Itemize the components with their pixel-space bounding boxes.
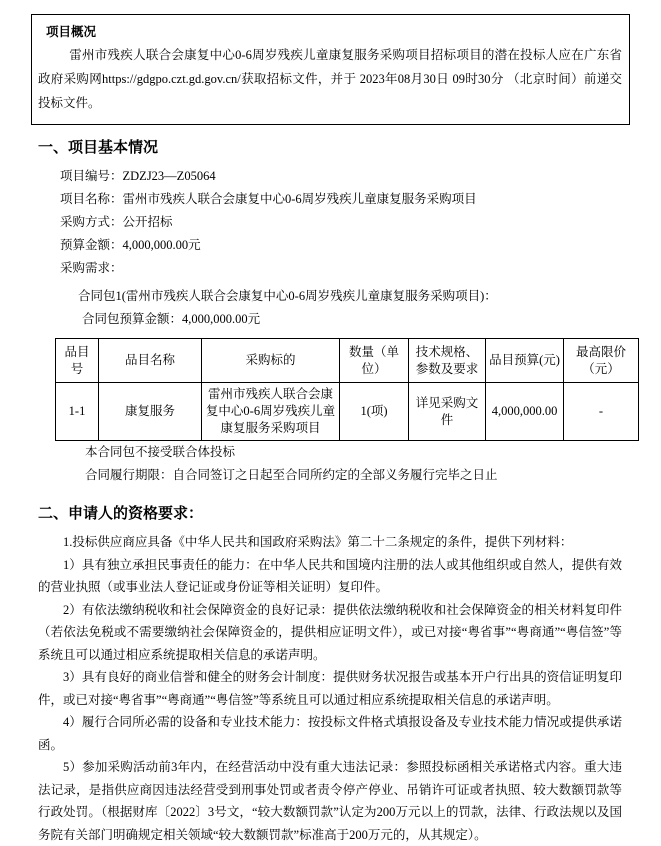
contract-package-budget-line xyxy=(38,308,622,331)
field-label: 采购需求： xyxy=(60,261,123,275)
cell-procurement-subject: 雷州市残疾人联合会康复中心0-6周岁残疾儿童康复服务采购项目 xyxy=(202,383,340,441)
note-no-consortium: 本合同包不接受联合体投标 xyxy=(85,445,236,459)
header-quantity-unit: 数量（单位） xyxy=(340,339,409,383)
field-value: ZDZJ23—Z05064 xyxy=(122,169,216,183)
overview-body: 雷州市残疾人联合会康复中心0-6周岁残疾儿童康复服务采购项目招标项目的潜在投标人应在广东省政府采购网https://gdgpo.czt.gd.gov.cn/获取招标文件，并于 2023年08月30日 09时30分 （北京时间）前递交投标文件。 xyxy=(38,48,622,110)
note-contract-period: 合同履行期限：自合同签订之日起至合同所约定的全部义务履行完毕之日止 xyxy=(85,468,498,482)
field-label: 项目名称： xyxy=(60,192,123,206)
items-table xyxy=(55,338,639,441)
field-project-name xyxy=(38,188,622,211)
header-item-budget: 品目预算(元) xyxy=(486,339,564,383)
table-row xyxy=(56,383,639,441)
field-label: 采购方式： xyxy=(60,215,123,229)
qualification-intro: 1.投标供应商应具备《中华人民共和国政府采购法》第二十二条规定的条件，提供下列材料： xyxy=(63,535,573,549)
section-1-heading: 一、项目基本情况 xyxy=(38,140,159,156)
cell-quantity-unit: 1(项) xyxy=(340,383,409,441)
header-procurement-subject: 采购标的 xyxy=(202,339,340,383)
project-overview-box xyxy=(31,14,630,125)
field-label: 预算金额： xyxy=(60,238,123,252)
contract-package-line: 合同包1(雷州市残疾人联合会康复中心0-6周岁残疾儿童康复服务采购项目)： xyxy=(78,289,497,303)
field-value: 雷州市残疾人联合会康复中心0-6周岁残疾儿童康复服务采购项目 xyxy=(122,192,477,206)
qualification-item-2: 2）有依法缴纳税收和社会保障资金的良好记录：提供依法缴纳税收和社会保障资金的相关材料复印件（若依法免税或不需要缴纳社会保障资金的，提供相应证明文件），或已对接“粤省事”“粤商通”“粤信签”等系统且可以通过相应系统提取相关信息的承诺声明。 xyxy=(38,602,622,662)
field-budget-amount xyxy=(38,234,622,257)
cell-item-budget: 4,000,000.00 xyxy=(486,383,564,441)
header-tech-specs: 技术规格、参数及要求 xyxy=(409,339,486,383)
header-item-name: 品目名称 xyxy=(99,339,202,383)
field-label: 项目编号： xyxy=(60,169,123,183)
field-procurement-method xyxy=(38,211,622,234)
qualification-item-3: 3）具有良好的商业信誉和健全的财务会计制度：提供财务状况报告或基本开户行出具的资信证明复印件，或已对接“粤省事”“粤商通”“粤信签”等系统且可以通过相应系统提取相关信息的承诺声明。 xyxy=(38,670,622,707)
field-value: 公开招标 xyxy=(122,215,173,229)
document-content xyxy=(38,136,626,846)
field-value: 4,000,000.00元 xyxy=(122,238,201,252)
contract-budget-value: 4,000,000.00元 xyxy=(182,312,261,326)
cell-price-cap: - xyxy=(564,383,639,441)
header-price-cap: 最高限价（元） xyxy=(564,339,639,383)
header-item-no: 品目号 xyxy=(56,339,99,383)
cell-item-name: 康复服务 xyxy=(99,383,202,441)
qualification-item-4: 4）履行合同所必需的设备和专业技术能力：按投标文件格式填报设备及专业技术能力情况或提供承诺函。 xyxy=(38,715,622,752)
section-2-heading: 二、申请人的资格要求： xyxy=(38,506,204,522)
cell-item-no: 1-1 xyxy=(56,383,99,441)
cell-tech-specs: 详见采购文件 xyxy=(409,383,486,441)
contract-budget-label: 合同包预算金额： xyxy=(82,312,183,326)
overview-title: 项目概况 xyxy=(46,25,97,39)
field-procurement-demand xyxy=(38,257,622,280)
qualification-item-1: 1）具有独立承担民事责任的能力：在中华人民共和国境内注册的法人或其他组织或自然人，提供有效的营业执照（或事业法人登记证或身份证等相关证明）复印件。 xyxy=(38,557,622,594)
table-header-row xyxy=(56,339,639,383)
field-project-number xyxy=(38,165,622,188)
qualification-item-5: 5）参加采购活动前3年内，在经营活动中没有重大违法记录：参照投标函相关承诺格式内容。重大违法记录，是指供应商因违法经营受到刑事处罚或者责令停产停业、吊销许可证或者执照、较大数额罚款等行政处罚。（根据财库〔2022〕3号文，“较大数额罚款”认定为200万元以上的罚款，法律、行政法规以及国务院有关部门明确规定相关领域“较大数额罚款”标准高于200万元的，从其规定）。 xyxy=(38,760,622,842)
